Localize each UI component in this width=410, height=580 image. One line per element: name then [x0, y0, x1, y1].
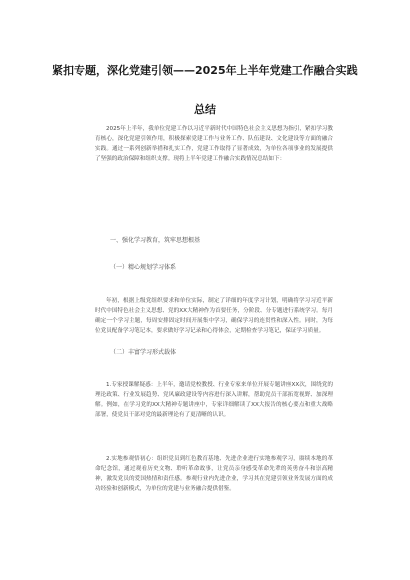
list-item-2-paragraph: 2.实地参观悟初心：组织党员到红色教育基地、先进企业进行实地参观学习，赓续本地的革命纪念馆，通过观看历史文物、聆听革命故事，让党员亲身感受革命先辈的英勇奋斗和崇高精神，激发党员的爱国热情和责任感。参观行业内先进企业，学习其在党建引领业务发展方面的成功经验和创新模式，为单位的党建与业务融合提供借鉴。 [95, 456, 333, 492]
subsection-heading-1: （一）精心规划学习体系 [110, 264, 177, 271]
intro-paragraph: 2025年上半年，我单位党建工作以习近平新时代中国特色社会主义思想为指引，紧扣学习教育核心，深化党建引领作用，积极探索党建工作与业务工作、队伍建设、文化建设等方面的融合实践。通过一系列创新举措和扎实工作，党建工作取得了显著成效，为单位各项事业的发展提供了坚强的政治保障和组织支撑。现将上半年党建工作融合实践情况总结如下： [95, 126, 333, 162]
document-title-continued: 总结 [194, 103, 216, 116]
subsection-1-paragraph: 年初，根据上级党组织要求和单位实际，制定了详细的年度学习计划，明确将学习习近平新时代中国特色社会主义思想、党的XX大精神作为首要任务，分阶段、分专题进行系统学习。每月确定一个学习主题，每周安排固定时间开展集中学习，确保学习的连贯性和深入性。同时，为每位党员配备学习笔记本，要求做好学习记录和心得体会，定期检查学习笔记，保证学习质量。 [95, 298, 333, 334]
subsection-heading-2: （二）丰富学习形式载体 [110, 349, 177, 356]
document-title: 紧扣专题，深化党建引领——2025年上半年党建工作融合实践 [52, 64, 358, 77]
section-heading-1: 一、强化学习教育，筑牢思想根基 [110, 237, 201, 244]
list-item-1-paragraph: 1.专家授课解疑惑：上半年，邀请党校教授、行业专家来单位开展专题讲座XX次，围绕党的理论政策、行业发展趋势、党风廉政建设等内容进行深入讲解，帮助党员干部拓宽视野、加深理解。例如，在学习党的XX大精神专题讲座中，专家详细解读了XX大报告的核心要点和重大战略部署，使党员干部对党的最新理论有了更清晰的认识。 [95, 382, 333, 418]
